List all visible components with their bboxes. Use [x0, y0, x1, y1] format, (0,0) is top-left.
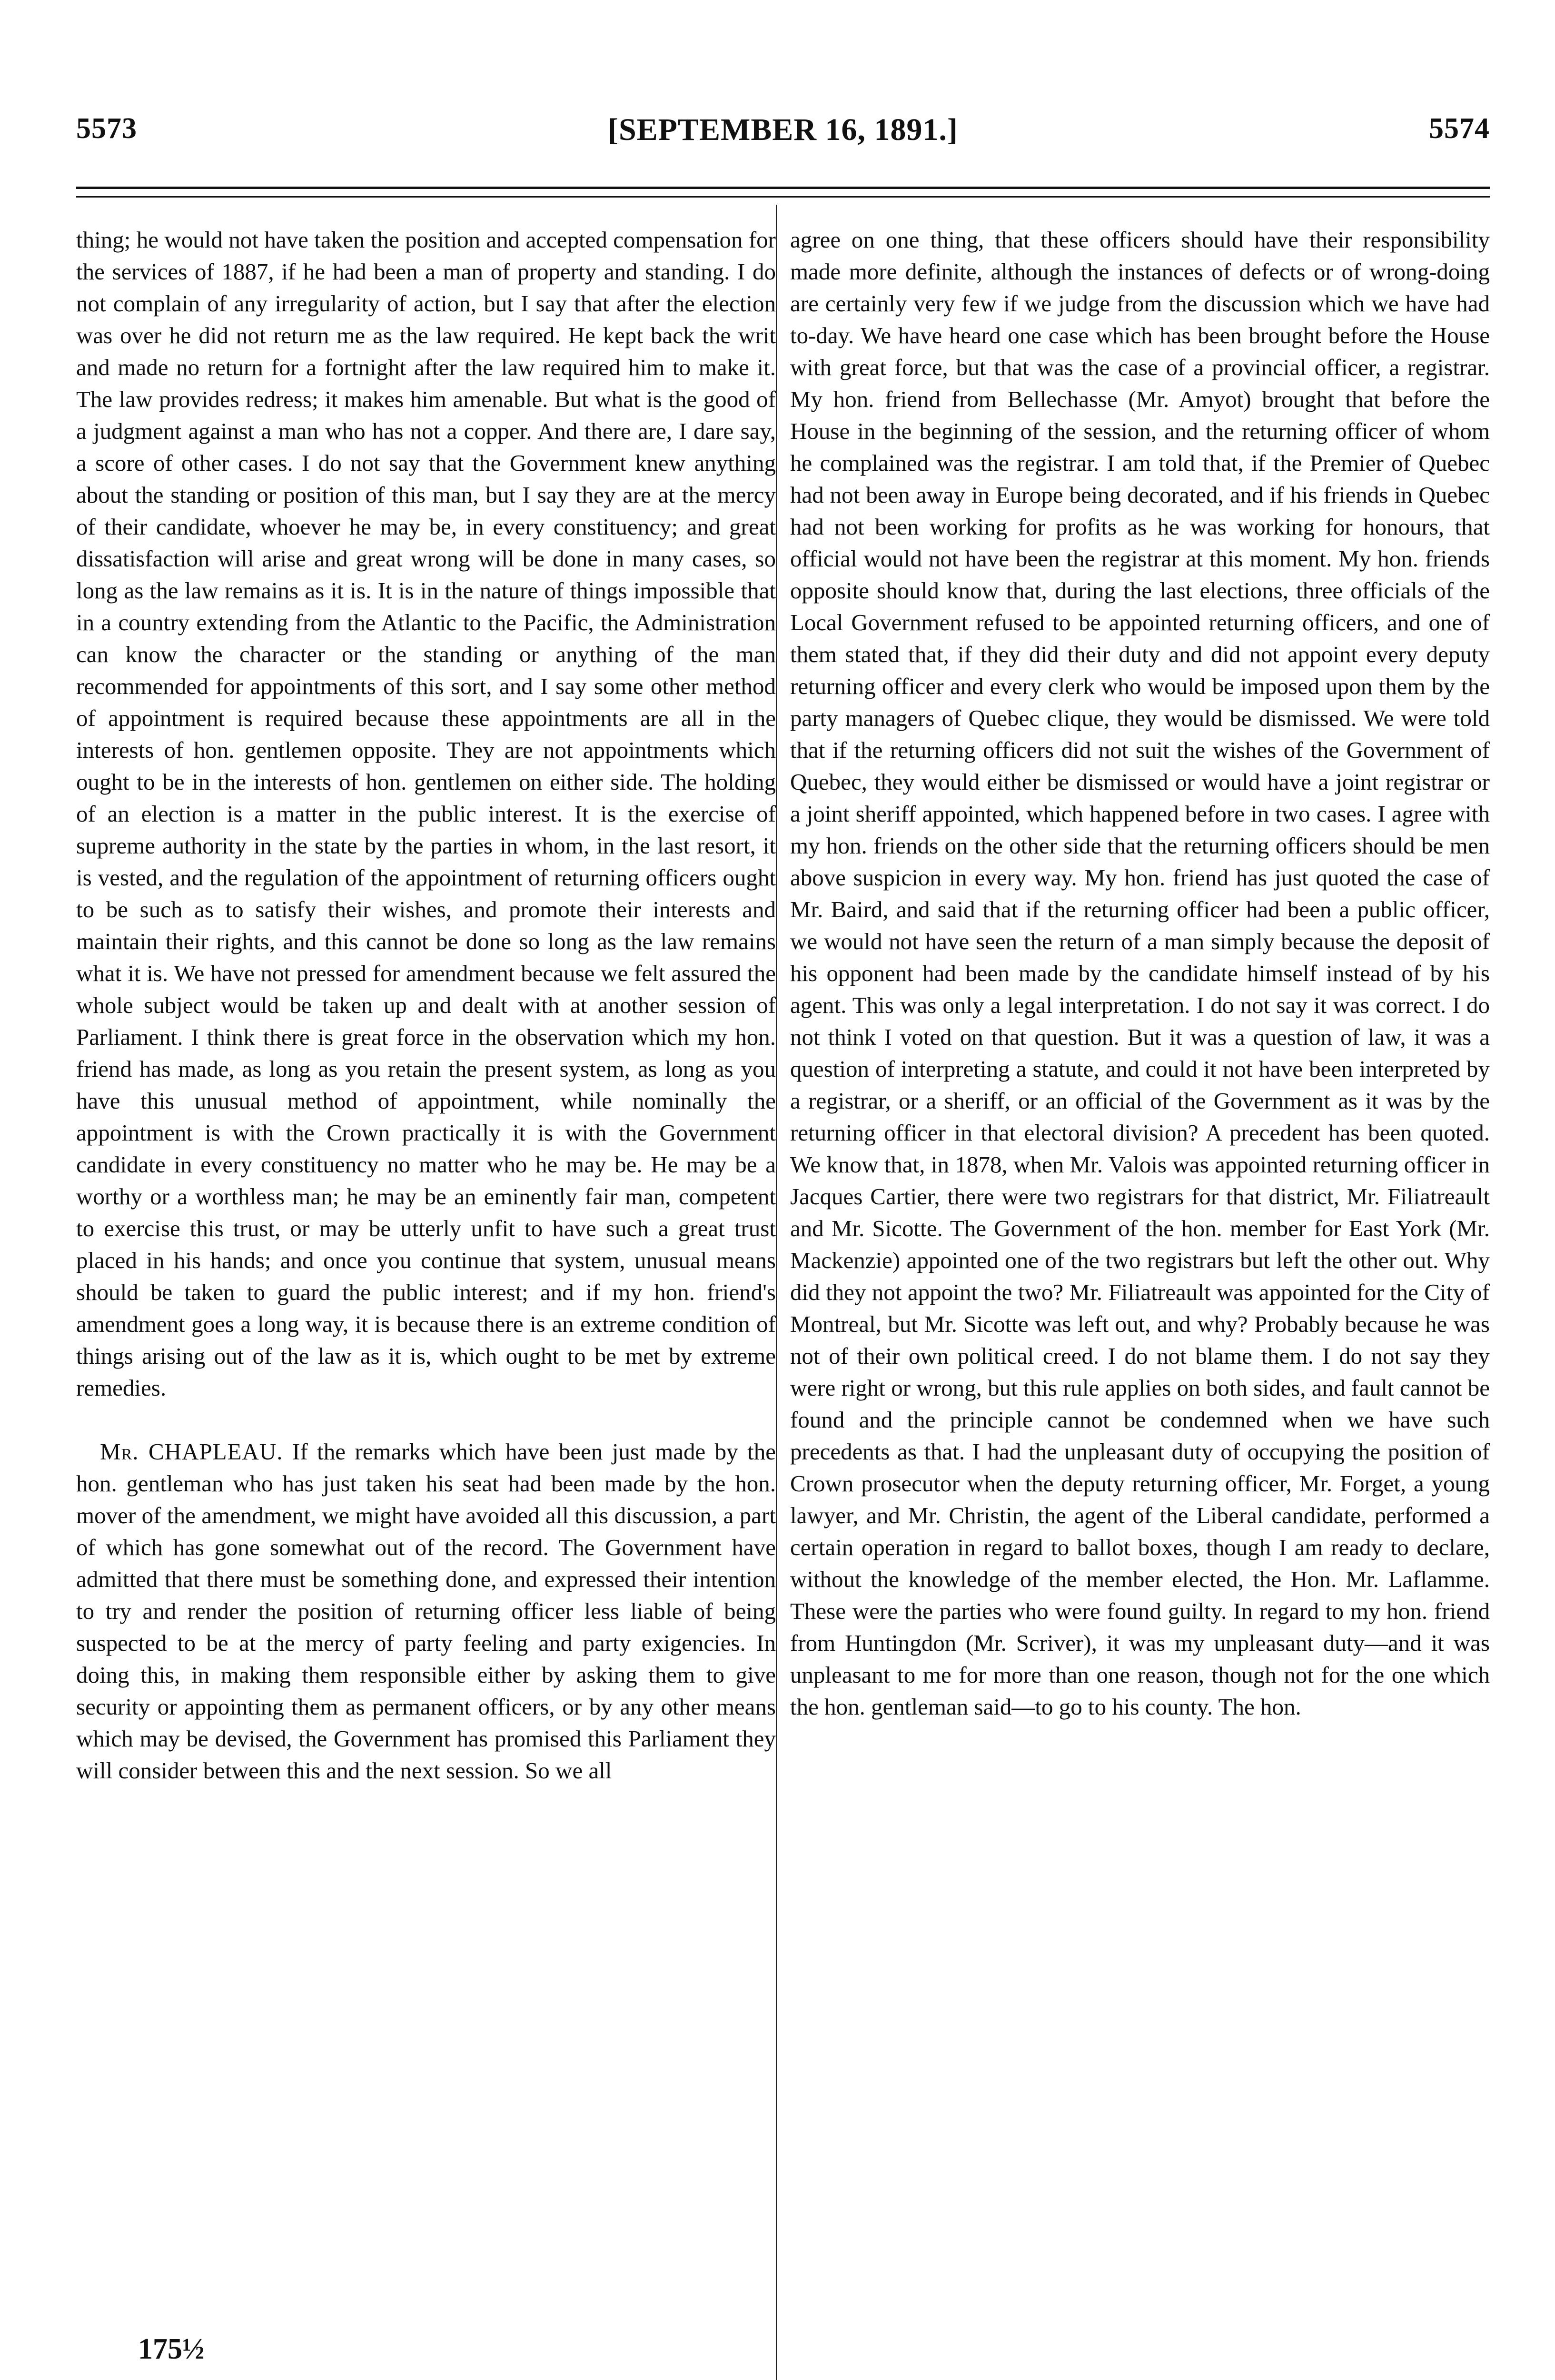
- page-number-left: 5573: [76, 112, 137, 145]
- right-column: [790, 224, 1490, 1723]
- header-date: [SEPTEMBER 16, 1891.]: [607, 112, 959, 147]
- speaker-speech: If the remarks which have been just made by the hon. gentleman who has just taken his seat had been made by the hon. mover of the amendment, we might have avoided all this discussion, a part of which has gone somewhat out of the record. The Government have admitted that there must be something done, and expressed their intention to try and render the position of returning officer less liable of being suspected to be at the mercy of party feeling and party exigencies. In doing this, in making them responsible either by asking them to give security or appointing them as permanent officers, or by any other means which may be devised, the Government has promised this Parliament they will consider between this and the next session. So we all: [76, 1438, 776, 1784]
- signature-folio: 175½: [138, 2333, 205, 2365]
- right-column-paragraph-1: agree on one thing, that these officers should have their responsibility made more definite, although the instances of defects or of wrong-doing are certainly very few if we judge from the discussion which we have had to-day. We have heard one case which has been brought before the House with great force, but that was the case of a provincial officer, a registrar. My hon. friend from Bellechasse (Mr. Amyot) brought that before the House in the beginning of the session, and the returning officer of whom he complained was the registrar. I am told that, if the Premier of Quebec had not been away in Europe being decorated, and if his friends in Quebec had not been working for profits as he was working for honours, that official would not have been the registrar at this moment. My hon. friends opposite should know that, during the last elections, three officials of the Local Government refused to be appointed returning officers, and one of them stated that, if they did their duty and did not appoint every deputy returning officer and every clerk who would be imposed upon them by the party managers of Quebec clique, they would be dismissed. We were told that if the returning officers did not suit the wishes of the Government of Quebec, they would either be dismissed or would have a joint registrar or a joint sheriff appointed, which happened before in two cases. I agree with my hon. friends on the other side that the returning officers should be men above suspicion in every way. My hon. friend has just quoted the case of Mr. Baird, and said that if the returning officer had been a public officer, we would not have seen the return of a man simply because the deposit of his opponent had been made by the candidate himself instead of by his agent. This was only a legal interpretation. I do not say it was correct. I do not think I voted on that question. But it was a question of law, it was a question of interpreting a statute, and could it not have been interpreted by a registrar, or a sheriff, or an official of the Government as it was by the returning officer in that electoral division? A precedent has been quoted. We know that, in 1878, when Mr. Valois was appointed returning officer in Jacques Cartier, there were two registrars for that district, Mr. Filiatreault and Mr. Sicotte. The Government of the hon. member for East York (Mr. Mackenzie) appointed one of the two registrars but left the other out. Why did they not appoint the two? Mr. Filiatreault was appointed for the City of Montreal, but Mr. Sicotte was left out, and why? Probably because he was not of their own political creed. I do not blame them. I do not say they were right or wrong, but this rule applies on both sides, and fault cannot be found and the principle cannot be condemned when we have such precedents as that. I had the unpleasant duty of occupying the position of Crown prosecutor when the deputy returning officer, Mr. Forget, a young lawyer, and Mr. Christin, the agent of the Liberal candidate, performed a certain operation in regard to ballot boxes, though I am ready to declare, without the knowledge of the member elected, the Hon. Mr. Laflamme. These were the parties who were found guilty. In regard to my hon. friend from Huntingdon (Mr. Scriver), it was my unpleasant duty—and it was unpleasant to me for more than one reason, though not for the one which the hon. gentleman said—to go to his county. The hon.: [790, 227, 1490, 1720]
- left-column-paragraph-2: [76, 1436, 776, 1786]
- header-rule-thin: [76, 196, 1490, 198]
- speaker-name: Mr. CHAPLEAU.: [100, 1438, 283, 1465]
- left-column-paragraph-1: thing; he would not have taken the position and accepted compensation for the services of 1887, if he had been a man of property and standing. I do not complain of any irregularity of action, but I say that after the election was over he did not return me as the law required. He kept back the writ and made no return for a fortnight after the law required him to make it. The law provides redress; it makes him amenable. But what is the good of a judgment against a man who has not a copper. And there are, I dare say, a score of other cases. I do not say that the Government knew anything about the standing or position of this man, but I say they are at the mercy of their candidate, whoever he may be, in every constituency; and great dissatisfaction will arise and great wrong will be done in many cases, so long as the law remains as it is. It is in the nature of things impossible that in a country extending from the Atlantic to the Pacific, the Administration can know the character or the standing or anything of the man recommended for appointments of this sort, and I say some other method of appointment is required because these appointments are all in the interests of hon. gentlemen opposite. They are not appointments which ought to be in the interests of hon. gentlemen on either side. The holding of an election is a matter in the public interest. It is the exercise of supreme authority in the state by the parties in whom, in the last resort, it is vested, and the regulation of the appointment of returning officers ought to be such as to satisfy their wishes, and promote their interests and maintain their rights, and this cannot be done so long as the law remains what it is. We have not pressed for amendment because we felt assured the whole subject would be taken up and dealt with at another session of Parliament. I think there is great force in the observation which my hon. friend has made, as long as you retain the present system, as long as you have this unusual method of appointment, while nominally the appointment is with the Crown practically it is with the Government candidate in every constituency no matter who he may be. He may be a worthy or a worthless man; he may be an eminently fair man, competent to exercise this trust, or may be utterly unfit to have such a great trust placed in his hands; and once you continue that system, unusual means should be taken to guard the public interest; and if my hon. friend's amendment goes a long way, it is because there is an extreme condition of things arising out of the law as it is, which ought to be met by extreme remedies.: [76, 227, 776, 1401]
- page-number-right: 5574: [1429, 112, 1490, 145]
- left-column: [76, 224, 776, 1786]
- column-divider: [776, 205, 777, 2380]
- page-header: [76, 95, 1490, 157]
- header-rule-thick: [76, 187, 1490, 189]
